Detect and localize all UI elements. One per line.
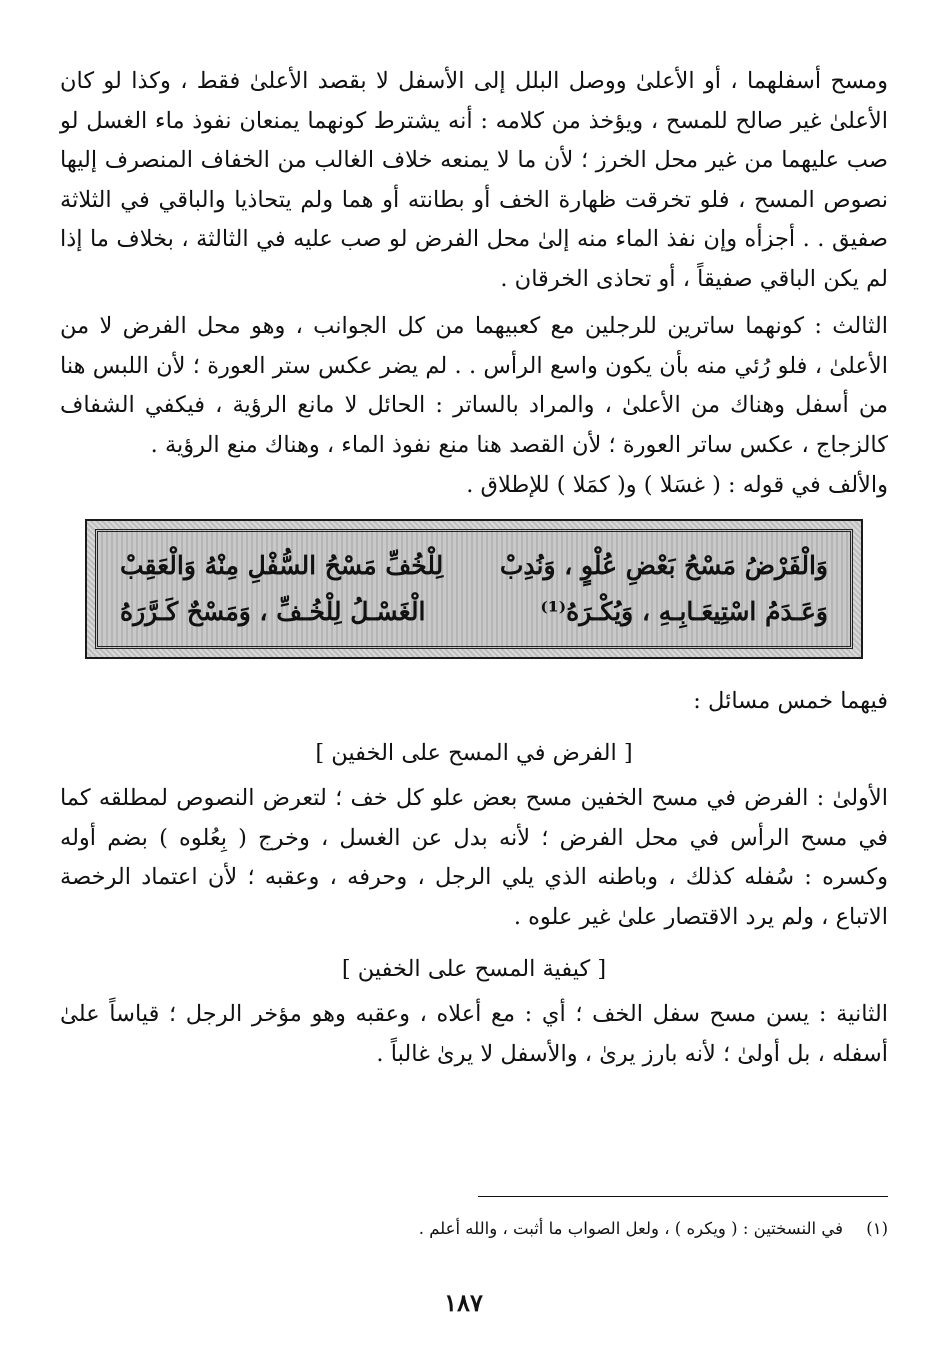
verse-frame [85, 519, 863, 659]
verse-line-1 [120, 543, 828, 589]
verse-hemistich-right: وَعَـدَمُ اسْتِيعَـابِـهِ ، وَيُكْـرَهُ⁽¹⁾ [540, 597, 828, 626]
verse-hemistich-left: الْغَسْـلُ لِلْخُـفِّ ، وَمَسْحٌ كَـرَّرَهُ [120, 597, 426, 626]
paragraph-5: الثانية : يسن مسح سفل الخف ؛ أي : مع أعلاه ، وعقبه وهو مؤخر الرجل ؛ قياساً علىٰ أسفله ، بل أولىٰ ؛ لأنه بارز يرىٰ ، والأسفل لا يرىٰ غالباً . [60, 1001, 888, 1067]
section-heading-1: [ الفرض في المسح على الخفين ] [315, 740, 633, 766]
footnote-number: (١) [866, 1219, 888, 1238]
paragraph-2: الثالث : كونهما ساترين للرجلين مع كعبيهما من كل الجوانب ، وهو محل الفرض لا من الأعلىٰ ، فلو رُئي منه بأن يكون واسع الرأس . . لم يضر عكس ستر العورة ؛ لأن اللبس هنا من أسفل وهناك من الأعلىٰ ، والمراد بالساتر : الحائل لا مانع الرؤية ، فيكفي الشفاف كالزجاج ، عكس ساتر العورة ؛ لأن القصد هنا منع نفوذ الماء ، وهناك منع الرؤية . [60, 313, 888, 458]
paragraph-3: والألف في قوله : ( غسَلا ) و( كمَلا ) للإطلاق . [466, 472, 888, 498]
page-number: ١٨٧ [444, 1288, 483, 1317]
verse-hemistich-right: وَالْفَرْضُ مَسْحُ بَعْضِ عُلْوٍ ، وَنُدِبْ [499, 551, 828, 580]
footnote [60, 1214, 888, 1244]
footnote-text: في النسختين : ( ويكره ) ، ولعل الصواب ما أثبت ، والله أعلم . [418, 1219, 843, 1238]
section-intro: فيهما خمس مسائل : [693, 688, 888, 714]
paragraph-1: ومسح أسفلهما ، أو الأعلىٰ ووصل البلل إلى الأسفل لا بقصد الأعلىٰ فقط ، وكذا لو كان الأعلىٰ غير صالح للمسح ، ويؤخذ من كلامه : أنه يشترط كونهما يمنعان نفوذ ماء الغسل لو صب عليهما من غير محل الخرز ؛ لأن ما لا يمنعه خلاف الغالب من الخفاف المنصرف إليها نصوص المسح ، فلو تخرقت ظهارة الخف أو بطانته أو هما ولم يتحاذيا والباقي في الثلاثة صفيق . . أجزأه وإن نفذ الماء منه إلىٰ محل الفرض لو صب عليه في الثالثة ، بخلاف ما إذا لم يكن الباقي صفيقاً ، أو تحاذى الخرقان . [60, 68, 888, 292]
page-body [60, 62, 888, 1074]
verse-inner [95, 529, 853, 649]
footnote-divider [478, 1196, 888, 1197]
verse-hemistich-left: لِلْخُفِّ مَسْحُ السُّفْلِ مِنْهُ وَالْعَقِبْ [120, 551, 444, 580]
verse-line-2 [120, 589, 828, 635]
section-heading-2: [ كيفية المسح على الخفين ] [341, 956, 607, 982]
paragraph-4: الأولىٰ : الفرض في مسح الخفين مسح بعض علو كل خف ؛ لتعرض النصوص لمطلقه كما في مسح الرأس في محل الفرض ؛ لأنه بدل عن الغسل ، وخرج ( بِعُلوه ) بضم أوله وكسره : سُفله كذلك ، وباطنه الذي يلي الرجل ، وحرفه ، وعقبه ؛ لأن اعتماد الرخصة الاتباع ، ولم يرد الاقتصار علىٰ غير علوه . [60, 785, 888, 930]
